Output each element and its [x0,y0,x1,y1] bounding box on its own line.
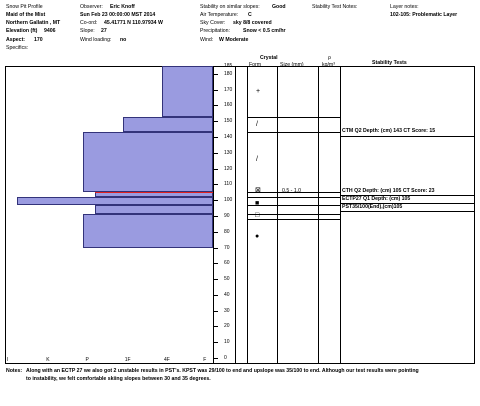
sky-cover-label: Sky Cover: [200,20,226,26]
depth-tick-label: 100 [224,197,233,204]
hardness-tick-label: P [85,357,89,363]
elevation-label: Elevation (ft) [6,28,38,34]
depth-tick-label: 130 [224,149,233,156]
stability-test-2: CTH Q2 Depth: (cm) 105 CT Score: 23 [342,188,435,194]
hardness-axis [5,358,213,366]
stability-column-border [340,66,341,364]
stability-test-line-3 [340,203,475,204]
crystal-form-icon-4: ⊠ [255,187,261,194]
depth-tick-label: 40 [224,291,230,298]
layer-boundary-line [247,197,340,198]
stability-test-1: CTM Q2 Depth: (cm) 143 CT Score: 15 [342,128,436,134]
slope-value: 27 [101,28,107,34]
depth-tick-label: 60 [224,260,230,267]
depth-tick-label: 185 [224,63,233,69]
layer-boundary-line [247,117,340,118]
depth-tick-label: 150 [224,118,233,125]
elevation-value: 9406 [44,28,56,34]
observer-label: Observer: [80,4,103,10]
hardness-layer-bar [123,117,213,133]
depth-tick-label: 30 [224,307,230,314]
notes-text-2: to instability, we felt comfortable skiing slopes between 30 and 35 degrees. [26,376,211,382]
crystal-form-icon-1: + [256,88,261,95]
hardness-tick-label: F [203,357,207,363]
depth-tick-label: 70 [224,244,230,251]
depth-tick-label: 160 [224,102,233,109]
chart-right-border [213,66,214,364]
hardness-tick-label: 1F [124,357,131,363]
aspect-value: 170 [34,37,43,43]
crystal-header: Crystal [260,55,278,61]
hardness-tick-label: 4F [163,357,170,363]
stability-test-line-4 [340,211,475,212]
crystal-size-4: 0.5 - 1.0 [282,188,302,194]
problem-layer-line [95,192,213,193]
stability-notes-label: Stability Test Notes: [312,4,358,10]
stability-test-3: ECTP27 Q1 Depth: (cm) 105 [342,196,411,202]
location-name: Maid of the Mist [6,12,46,18]
crystal-form-icon-7: ● [255,233,260,240]
size-header: Size (mm) [280,62,304,68]
depth-tick-label: 180 [224,70,233,77]
stability-test-line-1 [340,136,475,137]
hardness-tick-label: I [7,357,9,363]
stability-tests-header: Stability Tests [372,60,407,66]
stability-similar-label: Stability on similar slopes: [200,4,260,10]
depth-tick-label: 20 [224,323,230,330]
layer-notes-value: 102-105: Problematic Layer [390,12,458,18]
crystal-form-icon-6: □ [255,212,260,219]
depth-tick-label: 0 [224,355,227,361]
crystal-form-icon-2: / [256,121,258,128]
wind-loading-value: no [120,37,127,43]
hardness-tick-label: K [46,357,50,363]
pit-date: Sun Feb 23 00:00:00 MST 2014 [80,12,156,18]
crystal-form-icon-3: / [256,156,258,163]
density-unit: kg/m³ [322,62,335,68]
wind-loading-label: Wind loading: [80,37,112,43]
wind-label: Wind: [200,37,214,43]
depth-tick-label: 90 [224,212,230,219]
hardness-layer-bar [83,132,213,192]
layer-boundary-line [247,205,340,206]
hardness-layer-bar [162,66,213,117]
depth-tick-label: 110 [224,181,232,188]
density-header: ρ [328,55,331,61]
hardness-layer-bar [17,197,213,205]
layer-boundary-line [247,214,340,215]
form-header: Form [249,62,262,68]
precip-label: Precipitation: [200,28,230,34]
page-title: Snow Pit Profile [6,4,43,10]
sky-cover-value: sky 8/8 covered [233,20,272,26]
stability-similar-value: Good [272,4,286,10]
depth-tick-label: 140 [224,134,233,141]
notes-label: Notes: [6,368,23,374]
depth-tick-label: 120 [224,165,233,172]
region: Northern Gallatin , MT [6,20,61,26]
hardness-layer-bar [83,214,213,247]
observer-value: Eric Knoff [110,4,135,10]
depth-tick-label: 170 [224,86,233,93]
layer-boundary-line [247,132,340,133]
depth-tick-label: 50 [224,276,230,283]
notes-text: Along with an ECTP 27 we also got 2 unstable results in PST's. KPST was 29/100 to end and upslope was 35/100 to end. Although our test results were pointing [26,368,419,374]
crystal-form-icon-5: ■ [255,200,260,207]
layer-boundary-line [247,219,340,220]
slope-label: Slope: [80,28,95,34]
specifics-label: Specifics: [6,45,29,51]
wind-value: W Moderate [219,37,249,43]
air-temp-value: C [248,12,252,18]
air-temp-label: Air Temperature: [200,12,239,18]
layer-notes-label: Layer notes: [390,4,419,10]
stability-test-line-2 [340,195,475,196]
precip-value: Snow < 0.5 cm/hr [243,28,286,34]
depth-tick-label: 80 [224,228,230,235]
aspect-label: Aspect: [6,37,26,43]
stability-test-4: PST35/100(End),(cm)105 [342,204,403,210]
coord-value: 45.41771 N 110.97934 W [104,20,163,26]
hardness-chart [5,66,213,358]
depth-axis [213,63,249,361]
depth-tick-label: 10 [224,339,230,346]
depth-scale-border [235,66,236,364]
hardness-layer-bar [95,205,213,214]
coord-label: Co-ord: [80,20,98,26]
